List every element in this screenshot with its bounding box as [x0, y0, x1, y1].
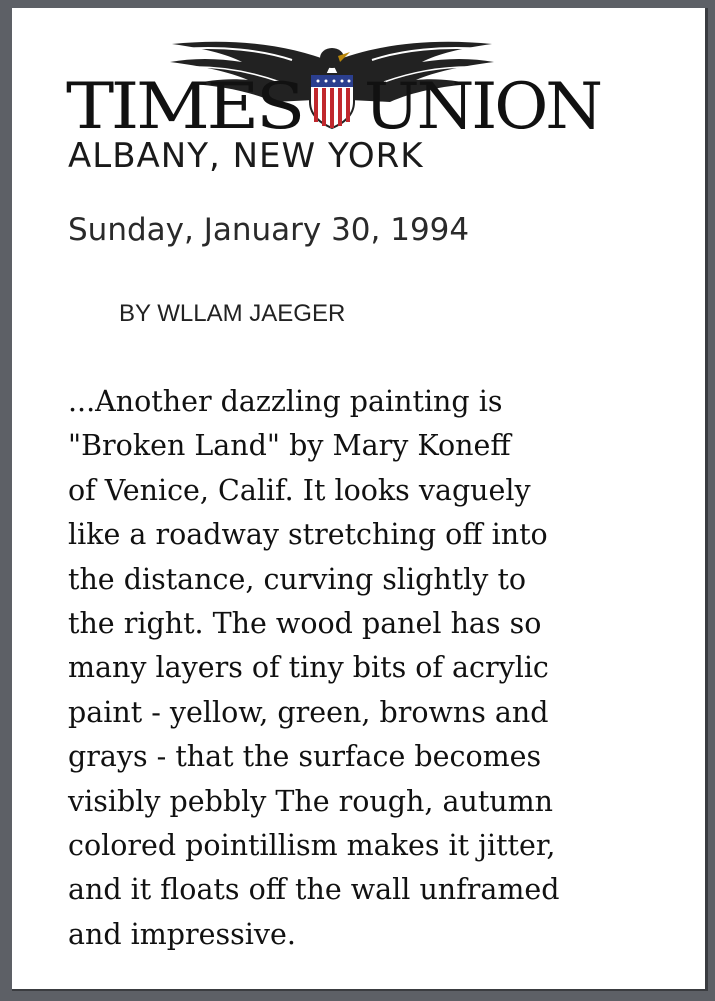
- article-line: grays - that the surface becomes: [68, 740, 542, 774]
- article-body: [68, 380, 698, 957]
- masthead-logo: [52, 22, 612, 140]
- article-line: of Venice, Calif. It looks vaguely: [68, 473, 531, 507]
- article-line: many layers of tiny bits of acrylic: [68, 651, 549, 685]
- byline: BY WLLAM JAEGER: [119, 300, 346, 327]
- article-line: the distance, curving slightly to: [68, 562, 527, 596]
- masthead-left-word: TIMES: [66, 70, 302, 140]
- article-line: "Broken Land" by Mary Koneff: [68, 429, 511, 463]
- article-line: ...Another dazzling painting is: [68, 385, 503, 418]
- clipping-page: [12, 8, 708, 991]
- article-line: the right. The wood panel has so: [68, 607, 542, 641]
- article-line: and it floats off the wall unframed: [68, 873, 560, 907]
- article-line: visibly pebbly The rough, autumn: [68, 784, 554, 818]
- dateline-location: ALBANY, NEW YORK: [68, 136, 424, 176]
- article-line: colored pointillism makes it jitter,: [68, 829, 556, 863]
- article-line: and impressive.: [68, 917, 296, 951]
- article-line: paint - yellow, green, browns and: [68, 695, 549, 729]
- shield-icon: [310, 74, 354, 128]
- article-line: like a roadway stretching off into: [68, 518, 548, 552]
- masthead: [52, 22, 612, 140]
- publication-date: Sunday, January 30, 1994: [68, 212, 470, 248]
- masthead-right-word: UNION: [364, 70, 602, 140]
